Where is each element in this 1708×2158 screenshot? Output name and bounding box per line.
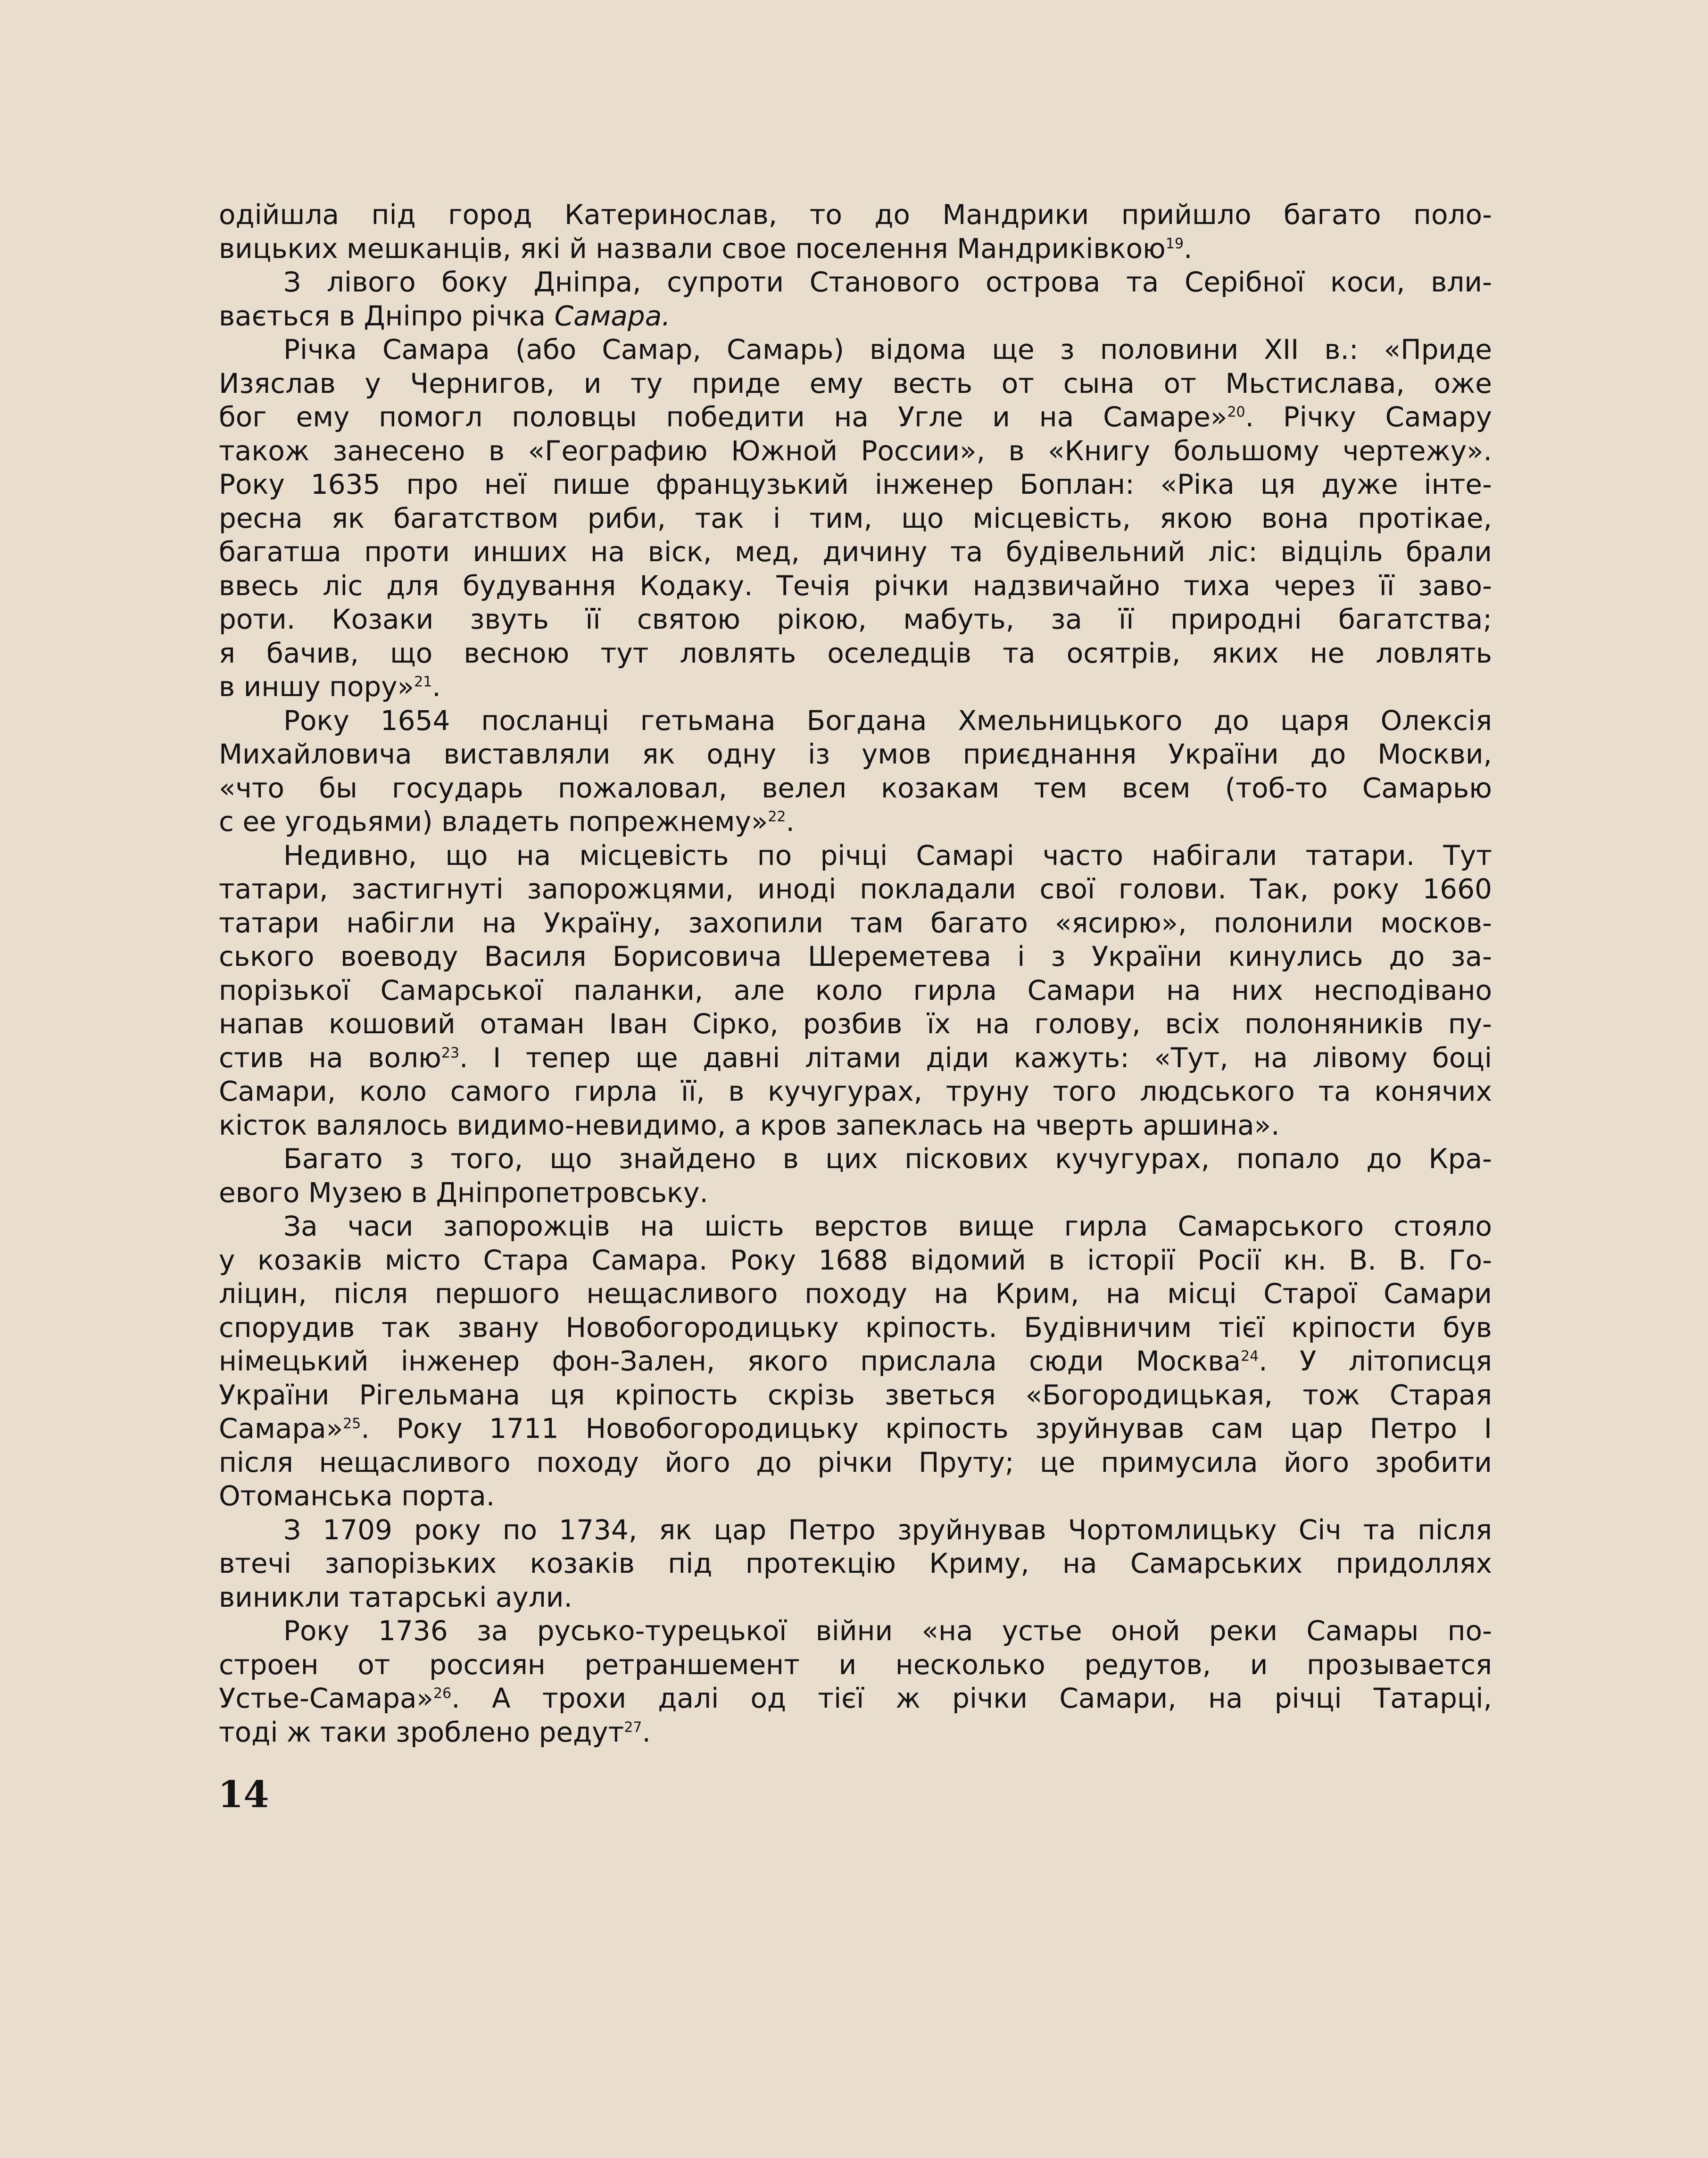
- paragraph-9: [219, 1614, 1492, 1749]
- text-line: Багато з того, що знайдено в цих піскових кучугурах, попало до Кра-: [283, 1143, 1492, 1175]
- text-line: [219, 1041, 1492, 1075]
- text-run: стив на волю: [219, 1041, 441, 1074]
- footnote-ref: 19: [1165, 235, 1184, 252]
- text-line: татари набігли на Україну, захопили там багато «ясирю», полонили москов-: [219, 906, 1492, 939]
- text-line: За часи запорожців на шість верстов вище гирла Самарського стояло: [283, 1210, 1492, 1242]
- text-run: бог ему помогл половцы победити на Угле и на Самаре»: [219, 401, 1227, 433]
- text-line: [219, 400, 1492, 434]
- paragraph-7: [219, 1210, 1492, 1513]
- paragraph-3: [219, 333, 1492, 704]
- text-line: виникли татарські аули.: [219, 1581, 572, 1613]
- text-run: вається в Дніпро річка: [219, 299, 546, 332]
- footnote-ref: 22: [768, 808, 786, 825]
- text-line: [219, 1345, 1492, 1378]
- text-line: Недивно, що на місцевість по річці Самарі часто набігали татари. Тут: [283, 839, 1492, 872]
- text-line: Изяслав у Чернигов, и ту приде ему весть от сына от Мьстислава, оже: [219, 367, 1492, 399]
- footnote-ref: 25: [343, 1415, 361, 1432]
- text-run: . Річку Самару: [1245, 401, 1492, 433]
- text-line: ліцин, після першого нещасливого походу на Крим, на місці Старої Самари: [219, 1278, 1492, 1310]
- text-line: [219, 1682, 1492, 1716]
- text-run: . Року 1711 Новобогородицьку кріпость зруйнував сам цар Петро I: [361, 1412, 1492, 1444]
- paragraph-2: [219, 266, 1492, 333]
- text-line: [219, 232, 1492, 266]
- text-run: .: [432, 671, 441, 703]
- text-line: спорудив так звану Новобогородицьку кріпость. Будівничим тієї кріпости був: [219, 1311, 1492, 1344]
- footnote-ref: 21: [414, 673, 432, 690]
- footnote-ref: 24: [1241, 1348, 1259, 1365]
- text-line: напав кошовий отаман Іван Сірко, розбив їх на голову, всіх полоняників пу-: [219, 1008, 1492, 1040]
- paragraph-1: [219, 198, 1492, 266]
- document-page: [219, 198, 1492, 1749]
- footnote-ref: 26: [433, 1685, 452, 1702]
- river-name-italic: Самара.: [554, 299, 671, 332]
- text-line: З 1709 року по 1734, як цар Петро зруйнував Чортомлицьку Січ та після: [283, 1513, 1492, 1546]
- text-line: роти. Козаки звуть її святою рікою, мабуть, за її природні багатства;: [219, 603, 1492, 635]
- text-line: евого Музею в Дніпропетровську.: [219, 1176, 708, 1209]
- text-run: .: [642, 1716, 651, 1748]
- text-line: ського воеводу Василя Борисовича Шереметева і з України кинулись до за-: [219, 940, 1492, 972]
- text-line: Року 1654 посланці гетьмана Богдана Хмельницького до царя Олексія: [283, 704, 1492, 737]
- text-line: я бачив, що весною тут ловлять оселедців та осятрів, яких не ловлять: [219, 637, 1492, 669]
- text-line: Річка Самара (або Самар, Самарь) відома ще з половини XII в.: «Приде: [283, 333, 1492, 365]
- text-line: ввесь ліс для будування Кодаку. Течія річки надзвичайно тиха через її заво-: [219, 569, 1492, 602]
- text-line: кісток валялось видимо-невидимо, а кров запеклась на чверть аршина».: [219, 1109, 1280, 1141]
- paragraph-8: [219, 1513, 1492, 1615]
- text-line: також занесено в «Географию Южной России», в «Книгу большому чертежу».: [219, 434, 1492, 467]
- text-run: тоді ж таки зроблено редут: [219, 1716, 624, 1748]
- text-line: Самари, коло самого гирла її, в кучугурах, труну того людського та конячих: [219, 1075, 1492, 1107]
- text-line: Отоманська порта.: [219, 1480, 495, 1512]
- text-line: З лівого боку Дніпра, супроти Станового острова та Серібної коси, вли-: [283, 266, 1492, 298]
- text-run: німецький інженер фон-Зален, якого прислала сюди Москва: [219, 1345, 1241, 1377]
- paragraph-5: [219, 839, 1492, 1143]
- page-number: 14: [218, 1773, 269, 1816]
- text-line: Михайловича виставляли як одну із умов приєднання України до Москви,: [219, 738, 1492, 770]
- text-line: Року 1736 за русько-турецької війни «на устье оной реки Самары по-: [283, 1615, 1492, 1647]
- text-line: [219, 299, 1492, 333]
- text-line: України Рігельмана ця кріпость скрізь зветься «Богородицькая, тож Старая: [219, 1378, 1492, 1411]
- text-run: . У літописця: [1259, 1345, 1492, 1377]
- text-run: Самара»: [219, 1412, 343, 1444]
- text-line: [219, 670, 1492, 704]
- text-line: одійшла під город Катеринослав, то до Мандрики прийшло багато поло-: [219, 199, 1492, 231]
- paragraph-6: [219, 1142, 1492, 1210]
- text-line: порізької Самарської паланки, але коло гирла Самари на них несподівано: [219, 974, 1492, 1006]
- text-run: . І тепер ще давні літами діди кажуть: «Тут, на лівому боці: [459, 1041, 1492, 1074]
- text-line: татари, застигнуті запорожцями, иноді покладали свої голови. Так, року 1660: [219, 873, 1492, 905]
- footnote-ref: 27: [624, 1719, 642, 1736]
- text-line: строен от россиян ретраншемент и несколько редутов, и прозывается: [219, 1648, 1492, 1681]
- footnote-ref: 23: [441, 1045, 460, 1062]
- text-line: Року 1635 про неї пише французький інженер Боплан: «Ріка ця дуже інте-: [219, 468, 1492, 500]
- text-run: Устье-Самара»: [219, 1682, 433, 1714]
- text-line: [219, 805, 1492, 839]
- text-line: втечі запорізьких козаків під протекцію Криму, на Самарських придоллях: [219, 1547, 1492, 1579]
- footnote-ref: 20: [1227, 404, 1245, 421]
- text-line: багатша проти инших на віск, мед, дичину та будівельний ліс: відціль брали: [219, 536, 1492, 568]
- text-line: [219, 1412, 1492, 1446]
- text-run: в иншу пору»: [219, 671, 415, 703]
- text-line: ресна як багатством риби, так і тим, що місцевість, якою вона протікае,: [219, 502, 1492, 534]
- text-line: [219, 1716, 1492, 1750]
- text-run: .: [786, 805, 795, 838]
- text-run: .: [1184, 232, 1193, 265]
- paragraph-4: [219, 704, 1492, 839]
- text-line: у козаків місто Стара Самара. Року 1688 відомий в історії Росії кн. В. В. Го-: [219, 1244, 1492, 1276]
- text-run: вицьких мешканців, які й назвали свое поселення Мандриківкою: [219, 232, 1166, 265]
- text-line: «что бы государь пожаловал, велел козакам тем всем (тоб-то Самарью: [219, 772, 1492, 804]
- text-run: с ее угодьями) владеть попрежнему»: [219, 805, 768, 838]
- text-line: після нещасливого походу його до річки Пруту; це примусила його зробити: [219, 1446, 1492, 1478]
- text-run: . А трохи далі од тієї ж річки Самари, на річці Татарці,: [451, 1682, 1492, 1714]
